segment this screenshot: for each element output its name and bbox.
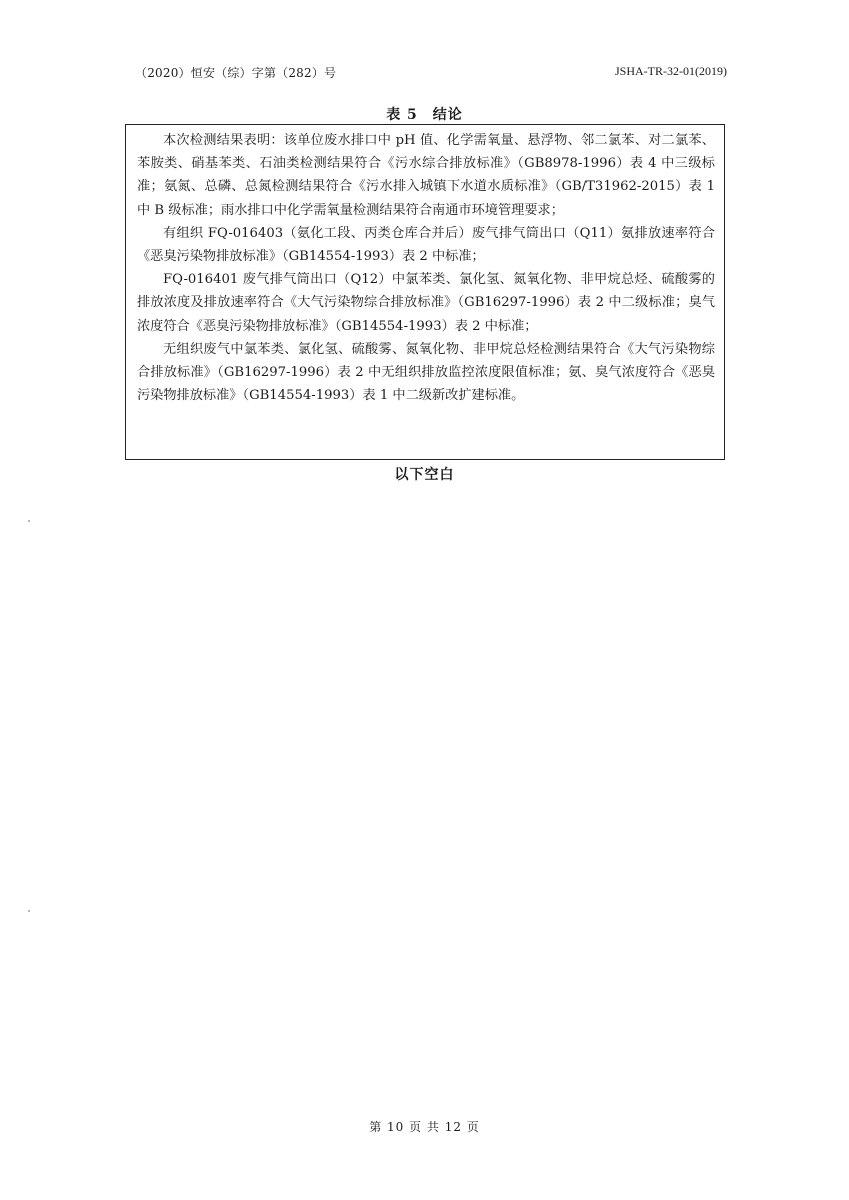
table-title: 表 5 结论 (386, 107, 463, 123)
conclusion-paragraph-fugitive: 无组织废气中氯苯类、氯化氢、硫酸雾、氮氧化物、非甲烷总烃检测结果符合《大气污染物综合排放标准》（GB16297-1996）表 2 中无组织排放监控浓度限值标准；氨、臭气浓度符合《恶臭污染物排放标准》（GB14554-1993）表 1 中二级新改扩建标准。 (137, 341, 715, 404)
blank-below-note: 以下空白 (394, 467, 455, 483)
form-code: JSHA-TR-32-01(2019) (615, 64, 727, 78)
conclusion-paragraph-q11: 有组织 FQ-016403（氨化工段、丙类仓库合并后）废气排气筒出口（Q11）氨排放速率符合《恶臭污染物排放标准》（GB14554-1993）表 2 中标准； (137, 225, 715, 265)
conclusion-table (125, 124, 725, 460)
scan-speck (28, 520, 30, 522)
scan-speck (28, 910, 30, 912)
conclusion-paragraph-wastewater: 本次检测结果表明：该单位废水排口中 pH 值、化学需氧量、悬浮物、邻二氯苯、对二氯苯、苯胺类、硝基苯类、石油类检测结果符合《污水综合排放标准》（GB8978-1996）表 4 中三级标准；氨氮、总磷、总氮检测结果符合《污水排入城镇下水道水质标准》（GB/T31962-2015）表 1 中 B 级标准；雨水排口中化学需氧量检测结果符合南通市环境管理要求； (137, 133, 715, 218)
conclusion-paragraph-q12: FQ-016401 废气排气筒出口（Q12）中氯苯类、氯化氢、氮氧化物、非甲烷总烃、硫酸雾的排放浓度及排放速率符合《大气污染物综合排放标准》（GB16297-1996）表 2 中二级标准；臭气浓度符合《恶臭污染物排放标准》（GB14554-1993）表 2 中标准； (137, 272, 715, 334)
page-number: 第 10 页 共 12 页 (369, 1120, 480, 1134)
report-number: （2020）恒安（综）字第（282）号 (135, 66, 337, 80)
